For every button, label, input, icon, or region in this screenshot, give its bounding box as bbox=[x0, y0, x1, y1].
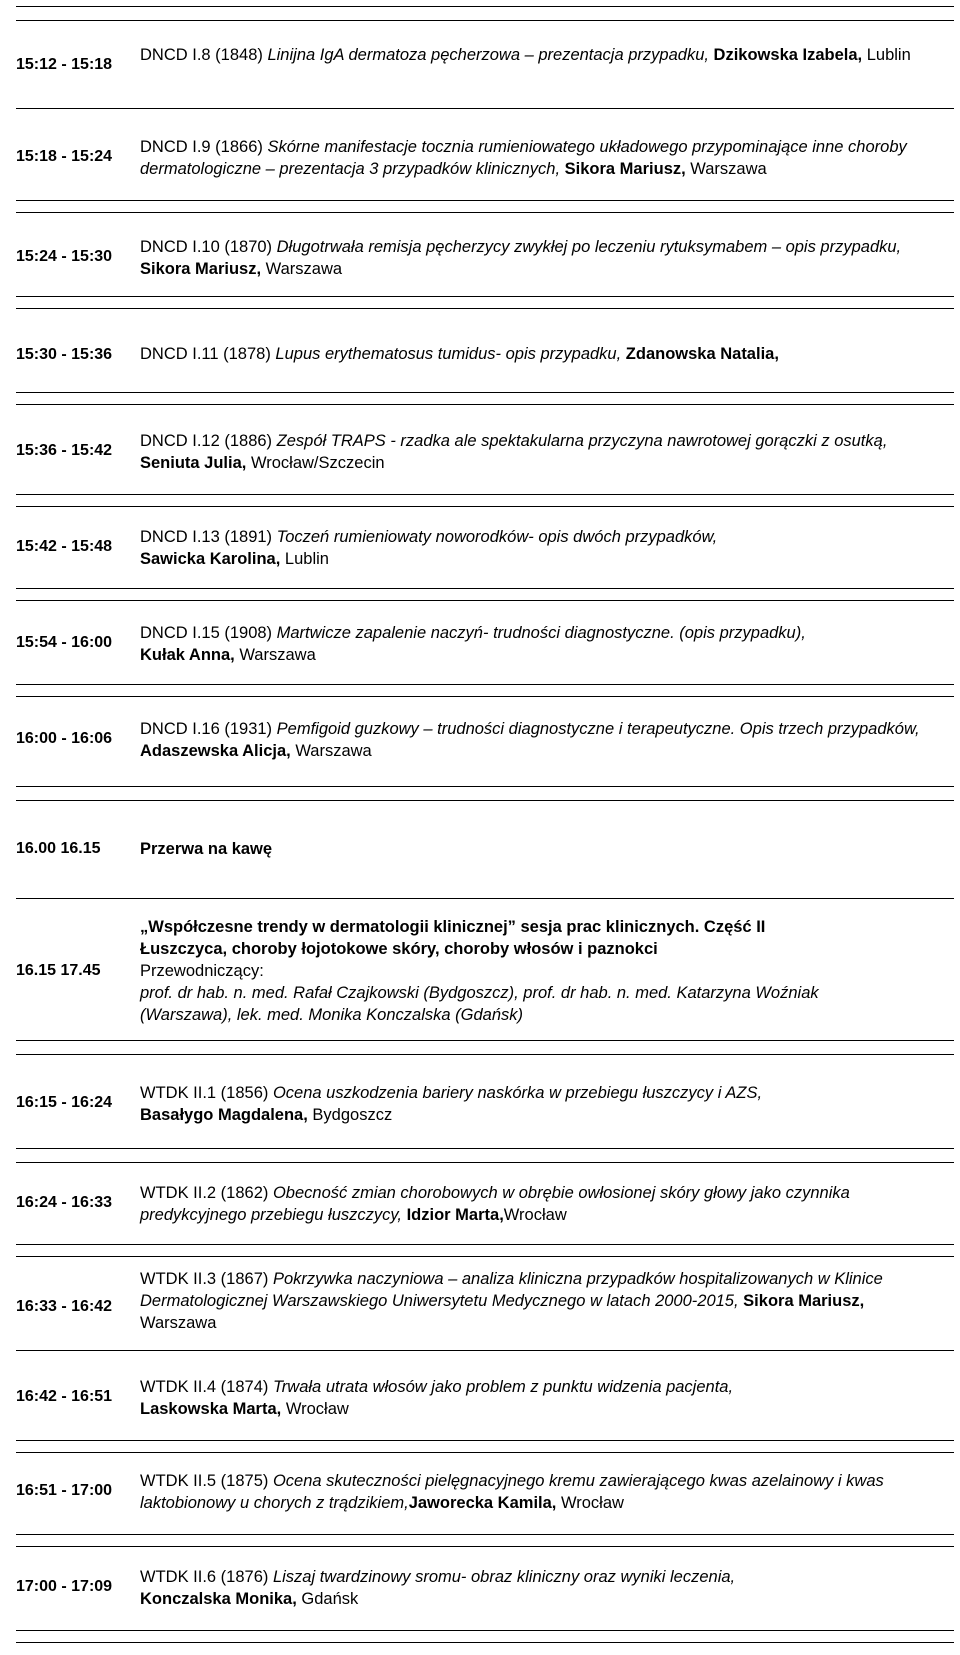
entry-author: Jaworecka Kamila, bbox=[408, 1494, 557, 1512]
entry-code: DNCD I.13 (1891) bbox=[140, 528, 277, 546]
entry-code: WTDK II.4 (1874) bbox=[140, 1378, 273, 1396]
entry-code: DNCD I.10 (1870) bbox=[140, 238, 277, 256]
entry-city: Lublin bbox=[284, 550, 329, 568]
session-time: 16.15 17.45 bbox=[16, 962, 101, 979]
entry-text bbox=[140, 1268, 940, 1334]
separator-line bbox=[16, 392, 954, 393]
separator-line bbox=[16, 212, 954, 213]
separator-line bbox=[16, 108, 954, 109]
entry-time: 16:42 - 16:51 bbox=[16, 1388, 113, 1405]
separator-line bbox=[16, 1256, 954, 1257]
entry-title: Lupus erythematosus tumidus- opis przypadku, bbox=[275, 345, 622, 363]
entry-city: Warszawa bbox=[239, 646, 316, 664]
entry-author: Dzikowska Izabela, bbox=[713, 46, 863, 64]
entry-city: Wrocław bbox=[285, 1400, 349, 1418]
entry-city: Wrocław/Szczecin bbox=[250, 454, 385, 472]
entry-code: DNCD I.8 (1848) bbox=[140, 46, 268, 64]
entry-text bbox=[140, 526, 730, 570]
separator-line bbox=[16, 898, 954, 899]
separator-line bbox=[16, 600, 954, 601]
entry-title: Ocena uszkodzenia bariery naskórka w przebiegu łuszczycy i AZS, bbox=[272, 1084, 763, 1102]
separator-line bbox=[16, 1546, 954, 1547]
entry-text bbox=[140, 1182, 940, 1226]
entry-time: 16:51 - 17:00 bbox=[16, 1482, 113, 1499]
entry-text bbox=[140, 343, 930, 365]
entry-title: Liszaj twardzinowy sromu- obraz kliniczny oraz wyniki leczenia, bbox=[272, 1568, 736, 1586]
entry-author: Kułak Anna, bbox=[140, 646, 235, 664]
separator-line bbox=[16, 296, 954, 297]
entry-title: Toczeń rumieniowaty noworodków- opis dwóch przypadków, bbox=[276, 528, 718, 546]
entry-time: 15:24 - 15:30 bbox=[16, 248, 113, 265]
entry-title: Pokrzywka naczyniowa – analiza kliniczna przypadków hospitalizowanych w Klinice Dermatologicznej Warszawskiego Uniwersytetu Medycznego w latach 2000-2015, bbox=[140, 1270, 883, 1310]
entry-text bbox=[140, 718, 930, 762]
entry-time: 15:30 - 15:36 bbox=[16, 346, 113, 363]
separator-line bbox=[16, 1148, 954, 1149]
separator-line bbox=[16, 308, 954, 309]
entry-text bbox=[140, 1566, 760, 1610]
entry-title: Zespół TRAPS - rzadka ale spektakularna przyczyna nawrotowej gorączki z osutką, bbox=[276, 432, 888, 450]
entry-time: 16:33 - 16:42 bbox=[16, 1298, 113, 1315]
separator-line bbox=[16, 1534, 954, 1535]
entry-time: 15:12 - 15:18 bbox=[16, 56, 113, 73]
entry-code: DNCD I.9 (1866) bbox=[140, 138, 268, 156]
entry-city: Warszawa bbox=[295, 742, 372, 760]
entry-author: Adaszewska Alicja, bbox=[140, 742, 291, 760]
session-title: „Współczesne trendy w dermatologii klinicznej” sesja prac klinicznych. Część II bbox=[140, 918, 766, 936]
separator-line bbox=[16, 1054, 954, 1055]
entry-city: Wrocław bbox=[560, 1494, 624, 1512]
separator-line bbox=[16, 494, 954, 495]
entry-time: 15:54 - 16:00 bbox=[16, 634, 113, 651]
entry-time: 17:00 - 17:09 bbox=[16, 1578, 113, 1595]
separator-line bbox=[16, 404, 954, 405]
separator-line bbox=[16, 1630, 954, 1631]
session-subtitle: Łuszczyca, choroby łojotokowe skóry, choroby włosów i paznokci bbox=[140, 940, 658, 958]
separator-line bbox=[16, 1040, 954, 1041]
entry-title: Obecność zmian chorobowych w obrębie owłosionej skóry głowy jako czynnika predykcyjnego przebiegu łuszczycy, bbox=[140, 1184, 850, 1224]
entry-code: DNCD I.11 (1878) bbox=[140, 345, 276, 363]
entry-city: Lublin bbox=[866, 46, 911, 64]
entry-text bbox=[140, 622, 810, 666]
entry-city: Bydgoszcz bbox=[312, 1106, 393, 1124]
entry-text bbox=[140, 44, 930, 66]
entry-text bbox=[140, 1082, 810, 1126]
separator-line bbox=[16, 20, 954, 21]
separator-line bbox=[16, 800, 954, 801]
separator-line bbox=[16, 684, 954, 685]
separator-line bbox=[16, 200, 954, 201]
separator-line bbox=[16, 506, 954, 507]
entry-author: Sikora Mariusz, bbox=[140, 260, 262, 278]
entry-city: Warszawa bbox=[690, 160, 767, 178]
entry-title: Długotrwała remisja pęcherzycy zwykłej po leczeniu rytuksymabem – opis przypadku, bbox=[276, 238, 902, 256]
entry-time: 15:36 - 15:42 bbox=[16, 442, 113, 459]
entry-text bbox=[140, 1376, 760, 1420]
entry-title: Ocena skuteczności pielęgnacyjnego kremu zawierającego kwas azelainowy i kwas laktobionowy u chorych z trądzikiem, bbox=[140, 1472, 884, 1512]
entry-city: Warszawa bbox=[265, 260, 343, 278]
entry-text bbox=[140, 430, 930, 474]
separator-line bbox=[16, 6, 954, 7]
entry-text bbox=[140, 1470, 940, 1514]
entry-author: Sawicka Karolina, bbox=[140, 550, 281, 568]
entry-title: Pemfigoid guzkowy – trudności diagnostyczne i terapeutyczne. Opis trzech przypadków, bbox=[276, 720, 920, 738]
session-chairs: prof. dr hab. n. med. Rafał Czajkowski (Bydgoszcz), prof. dr hab. n. med. Katarzyna Woźniak (Warszawa), lek. med. Monika Konczalska (Gdańsk) bbox=[140, 984, 819, 1024]
entry-code: WTDK II.1 (1856) bbox=[140, 1084, 273, 1102]
separator-line bbox=[16, 1452, 954, 1453]
entry-time: 15:18 - 15:24 bbox=[16, 148, 113, 165]
separator-line bbox=[16, 1440, 954, 1441]
entry-title: Skórne manifestacje tocznia rumieniowatego układowego przypominające inne choroby dermatologiczne – prezentacja 3 przypadków klinicznych, bbox=[140, 138, 907, 178]
entry-time: 15:42 - 15:48 bbox=[16, 538, 113, 555]
break-time: 16.00 16.15 bbox=[16, 840, 101, 857]
entry-city: Gdańsk bbox=[301, 1590, 359, 1608]
entry-title: Trwała utrata włosów jako problem z punktu widzenia pacjenta, bbox=[272, 1378, 734, 1396]
entry-author: Sikora Mariusz, bbox=[743, 1292, 865, 1310]
entry-city: Wrocław bbox=[503, 1206, 567, 1224]
entry-code: WTDK II.2 (1862) bbox=[140, 1184, 273, 1202]
entry-author: Basałygo Magdalena, bbox=[140, 1106, 308, 1124]
entry-title: Martwicze zapalenie naczyń- trudności diagnostyczne. (opis przypadku), bbox=[276, 624, 806, 642]
entry-author: Konczalska Monika, bbox=[140, 1590, 297, 1608]
entry-time: 16:00 - 16:06 bbox=[16, 730, 113, 747]
session-text bbox=[140, 916, 880, 1026]
session-chair-label: Przewodniczący: bbox=[140, 962, 264, 980]
entry-author: Zdanowska Natalia, bbox=[625, 345, 779, 363]
entry-time: 16:15 - 16:24 bbox=[16, 1094, 113, 1111]
separator-line bbox=[16, 786, 954, 787]
separator-line bbox=[16, 1350, 954, 1351]
entry-code: WTDK II.6 (1876) bbox=[140, 1568, 273, 1586]
break-label: Przerwa na kawę bbox=[140, 840, 273, 858]
separator-line bbox=[16, 1162, 954, 1163]
entry-title: Linijna IgA dermatoza pęcherzowa – prezentacja przypadku, bbox=[267, 46, 709, 64]
entry-author: Idzior Marta, bbox=[406, 1206, 504, 1224]
entry-author: Seniuta Julia, bbox=[140, 454, 247, 472]
separator-line bbox=[16, 696, 954, 697]
entry-code: DNCD I.15 (1908) bbox=[140, 624, 277, 642]
separator-line bbox=[16, 588, 954, 589]
entry-code: DNCD I.16 (1931) bbox=[140, 720, 277, 738]
entry-code: WTDK II.5 (1875) bbox=[140, 1472, 273, 1490]
entry-author: Laskowska Marta, bbox=[140, 1400, 282, 1418]
entry-author: Sikora Mariusz, bbox=[564, 160, 686, 178]
entry-text bbox=[140, 136, 930, 180]
separator-line bbox=[16, 1642, 954, 1643]
entry-code: WTDK II.3 (1867) bbox=[140, 1270, 273, 1288]
separator-line bbox=[16, 1244, 954, 1245]
entry-city: Warszawa bbox=[140, 1314, 217, 1332]
entry-time: 16:24 - 16:33 bbox=[16, 1194, 113, 1211]
entry-text bbox=[140, 236, 930, 280]
entry-code: DNCD I.12 (1886) bbox=[140, 432, 277, 450]
